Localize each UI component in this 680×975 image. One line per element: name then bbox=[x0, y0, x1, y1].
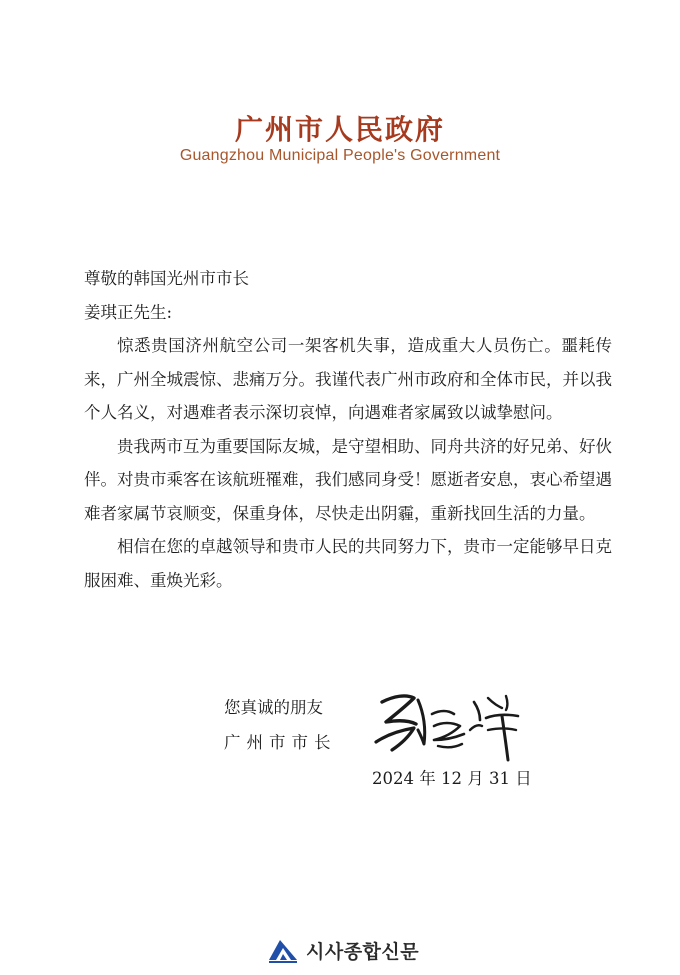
letter-body bbox=[84, 262, 612, 597]
letterhead-title: 广州市人民政府 bbox=[234, 113, 445, 146]
letterhead-subtitle: Guangzhou Municipal People's Government bbox=[179, 147, 501, 164]
paragraph-3: 相信在您的卓越领导和贵市人民的共同努力下，贵市一定能够早日克服困难、重焕光彩。 bbox=[84, 537, 612, 590]
newspaper-logo-icon bbox=[266, 936, 300, 964]
handwritten-signature bbox=[368, 680, 533, 765]
letter-date: 2024 年 12 月 31 日 bbox=[372, 769, 532, 788]
letter-closing bbox=[224, 690, 337, 760]
paragraph-1: 惊悉贵国济州航空公司一架客机失事，造成重大人员伤亡。噩耗传来，广州全城震惊、悲痛万分。我谨代表广州市政府和全体市民，并以我个人名义，对遇难者表示深切哀悼，向遇难者家属致以诚挚慰问。 bbox=[84, 336, 612, 422]
closing-phrase: 您真诚的朋友 bbox=[224, 698, 323, 717]
signer-title: 广州市市长 bbox=[224, 733, 337, 752]
paragraph-2: 贵我两市互为重要国际友城，是守望相助、同舟共济的好兄弟、好伙伴。对贵市乘客在该航班罹难，我们感同身受！愿逝者安息，衷心希望遇难者家属节哀顺变，保重身体，尽快走出阴霾，重新找回生活的力量。 bbox=[84, 436, 612, 523]
news-watermark-text: 시사종합신문 bbox=[306, 940, 420, 963]
salutation-line-1: 尊敬的韩国光州市市长 bbox=[84, 269, 249, 288]
news-watermark bbox=[266, 933, 419, 967]
salutation-line-2: 姜琪正先生: bbox=[84, 302, 173, 322]
